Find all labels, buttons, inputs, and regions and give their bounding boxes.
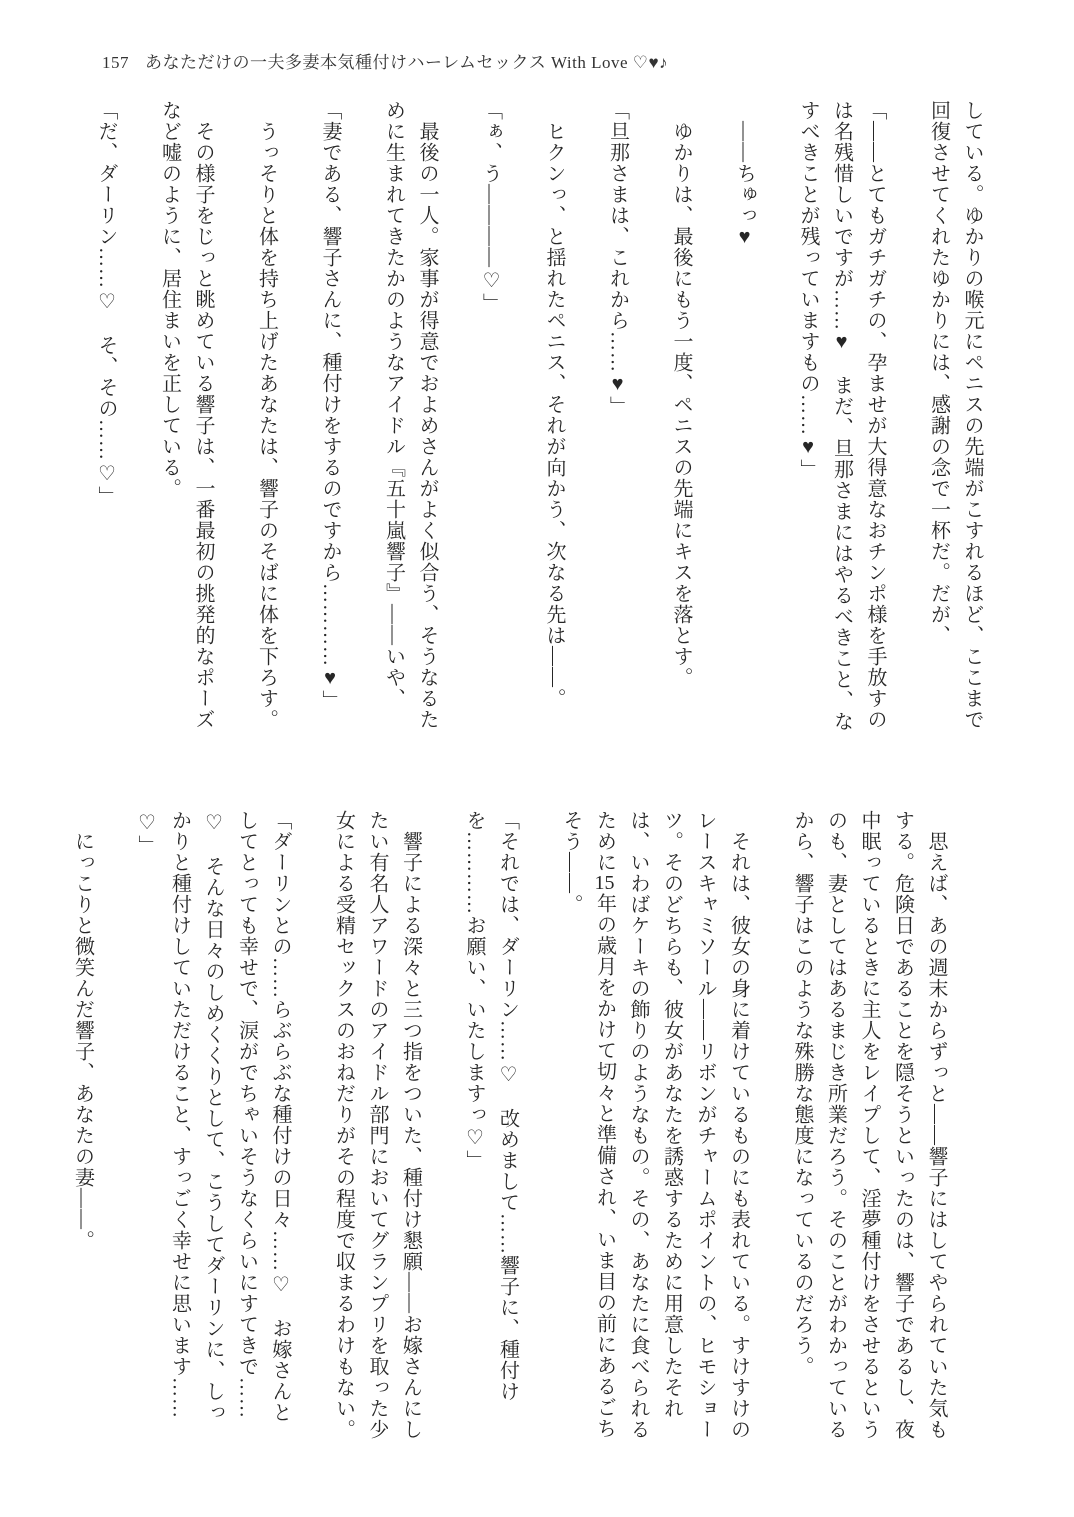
paragraph: している。ゆかりの喉元にペニスの先端がこすれるほど、ここまで回復させてくれたゆかりには、感謝の念で一杯だ。だが、 [927, 100, 983, 730]
text-block-bottom [65, 810, 952, 1442]
paragraph: それは、彼女の身に着けているものにも表れている。すけすけのレースキャミソール——リボンがチャームポイントの、ヒモショーツ。そのどちらも、彼女があなたを誘惑するために用意したそれは、いわばケーキの飾りのようなもの。その、あなたに食べられるために15年の歳月をかけて切々と準備され、いま目の前にあるごちそう——。 [560, 810, 750, 1440]
running-title: あなただけの一夫多妻本気種付けハーレムセックス With Love ♡♥♪ [145, 53, 669, 72]
page-number: 157 [102, 53, 129, 72]
paragraph: にっこりと微笑んだ響子、あなたの妻——。 [71, 810, 94, 1251]
paragraph: 「ぁ、う————♡」 [479, 100, 502, 314]
paragraph: ヒクンっ、と揺れたペニス、それが向かう、次なる先は——。 [543, 100, 565, 709]
paragraph: その様子をじっと眺めている響子は、一番最初の挑発的なポーズなど嘘のように、居住まいを正している。 [158, 100, 214, 730]
paragraph: 最後の一人。家事が得意でおよめさんがよく似合う、そうなるために生まれてきたかのようなアイドル『五十嵐響子』——いや、 [382, 100, 438, 730]
paragraph: 「だ、ダーリン……♡ そ、その……♡」 [95, 100, 117, 507]
paragraph: うっそりと体を持ち上げたあなたは、響子のそばに体を下ろす。 [255, 100, 278, 730]
paragraph: 「ダーリンとの……らぶらぶな種付けの日々……♡ お嫁さんとしてとっても幸せで、涙がでちゃいそうなくらいにすてきで……♡ そんな日々のしめくくりとして、こうしてダーリンに、しっかりと種付けしていただけること、すっごく幸せに思います……♡」 [135, 810, 291, 1423]
paragraph: 響子による深々と三つ指をついた、種付け懇願——お嫁さんにしたい有名人アワードのアイドル部門においてグランプリを取った少女による受精セックスのおねだりがその程度で収まるわけもない。 [332, 810, 422, 1440]
paragraph: ——ちゅっ♥ [733, 100, 756, 249]
paragraph: ゆかりは、最後にもう一度、ペニスの先端にキスを落とす。 [670, 100, 692, 688]
page-header [102, 48, 668, 73]
paragraph: 思えば、あの週末からずっと——響子にはしてやられていた気もする。危険日であることを隠そうといったのは、響子であるし、夜中眠っているときに主人をレイプして、淫夢種付けをさせるというのも、妻としてはあるまじき所業だろう。そのことがわかっているから、響子はこのような殊勝な態度になっているのだろう。 [791, 810, 947, 1440]
paragraph: 「旦那さまは、これから……♥」 [606, 100, 629, 417]
paragraph: 「それでは、ダーリン……♡ 改めまして……響子に、種付けを…………お願い、いたしますっ♡」 [463, 810, 519, 1402]
paragraph: 「妻である、響子さんに、種付けをするのですから…………♥」 [319, 100, 341, 711]
text-block-top [89, 100, 989, 732]
paragraph: 「——とてもガチガチの、孕ませが大得意なおチンポ様を手放すのは名残惜しいですが……♥ まだ、旦那さまにはやるべきこと、なすべきことが残っていますもの……♥」 [797, 100, 886, 732]
